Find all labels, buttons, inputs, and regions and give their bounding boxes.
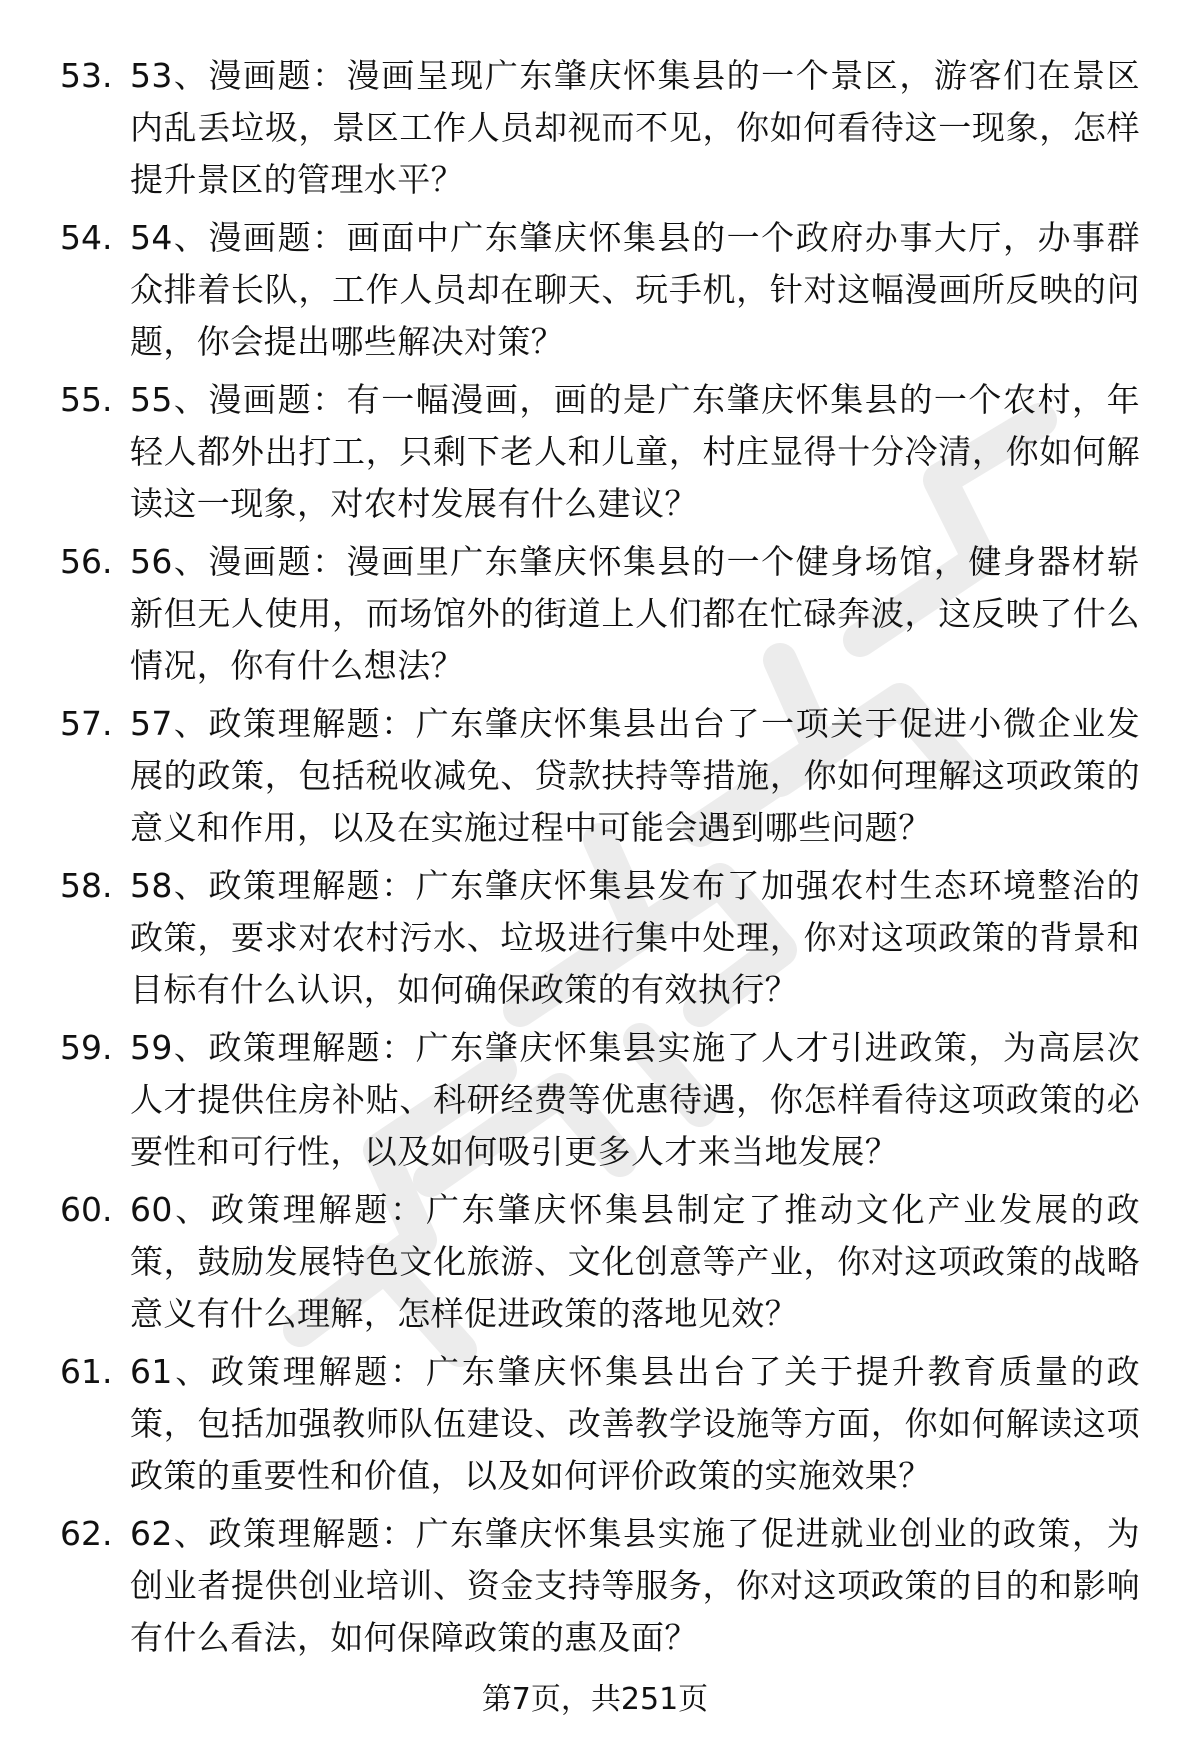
question-item-62 <box>60 1508 1150 1678</box>
question-number: 60. <box>60 1190 113 1229</box>
question-number: 58. <box>60 866 113 905</box>
question-text: 54、漫画题：画面中广东肇庆怀集县的一个政府办事大厅，办事群众排着长队，工作人员却在聊天、玩手机，针对这幅漫画所反映的问题，你会提出哪些解决对策？ <box>130 218 1140 361</box>
question-number: 53. <box>60 56 113 95</box>
question-number: 55. <box>60 380 113 419</box>
question-number: 62. <box>60 1514 113 1553</box>
question-item-53 <box>60 50 1150 220</box>
question-text: 58、政策理解题：广东肇庆怀集县发布了加强农村生态环境整治的政策，要求对农村污水、垃圾进行集中处理，你对这项政策的背景和目标有什么认识，如何确保政策的有效执行？ <box>130 866 1140 1009</box>
page-number-label: 第7页，共251页 <box>481 1682 709 1717</box>
question-number: 56. <box>60 542 113 581</box>
question-text: 60、政策理解题：广东肇庆怀集县制定了推动文化产业发展的政策，鼓励发展特色文化旅游、文化创意等产业，你对这项政策的战略意义有什么理解，怎样促进政策的落地见效？ <box>130 1190 1140 1333</box>
question-item-56 <box>60 536 1150 706</box>
question-number: 57. <box>60 704 113 743</box>
question-number: 59. <box>60 1028 113 1067</box>
question-number: 54. <box>60 218 113 257</box>
question-item-54 <box>60 212 1150 382</box>
question-item-58 <box>60 860 1150 1030</box>
question-item-57 <box>60 698 1150 868</box>
question-number: 61. <box>60 1352 113 1391</box>
question-text: 53、漫画题：漫画呈现广东肇庆怀集县的一个景区，游客们在景区内乱丢垃圾，景区工作人员却视而不见，你如何看待这一现象，怎样提升景区的管理水平？ <box>130 56 1140 199</box>
question-text: 56、漫画题：漫画里广东肇庆怀集县的一个健身场馆，健身器材崭新但无人使用，而场馆外的街道上人们都在忙碌奔波，这反映了什么情况，你有什么想法？ <box>130 542 1140 685</box>
question-item-55 <box>60 374 1150 544</box>
question-text: 59、政策理解题：广东肇庆怀集县实施了人才引进政策，为高层次人才提供住房补贴、科研经费等优惠待遇，你怎样看待这项政策的必要性和可行性，以及如何吸引更多人才来当地发展？ <box>130 1028 1140 1171</box>
question-text: 62、政策理解题：广东肇庆怀集县实施了促进就业创业的政策，为创业者提供创业培训、资金支持等服务，你对这项政策的目的和影响有什么看法，如何保障政策的惠及面？ <box>130 1514 1140 1657</box>
page-footer <box>0 1678 1190 1722</box>
question-text: 61、政策理解题：广东肇庆怀集县出台了关于提升教育质量的政策，包括加强教师队伍建设、改善教学设施等方面，你如何解读这项政策的重要性和价值，以及如何评价政策的实施效果？ <box>130 1352 1140 1495</box>
question-item-59 <box>60 1022 1150 1192</box>
question-text: 55、漫画题：有一幅漫画，画的是广东肇庆怀集县的一个农村，年轻人都外出打工，只剩下老人和儿童，村庄显得十分冷清，你如何解读这一现象，对农村发展有什么建议？ <box>130 380 1140 523</box>
question-item-60 <box>60 1184 1150 1354</box>
question-text: 57、政策理解题：广东肇庆怀集县出台了一项关于促进小微企业发展的政策，包括税收减免、贷款扶持等措施，你如何理解这项政策的意义和作用，以及在实施过程中可能会遇到哪些问题？ <box>130 704 1140 847</box>
question-item-61 <box>60 1346 1150 1516</box>
